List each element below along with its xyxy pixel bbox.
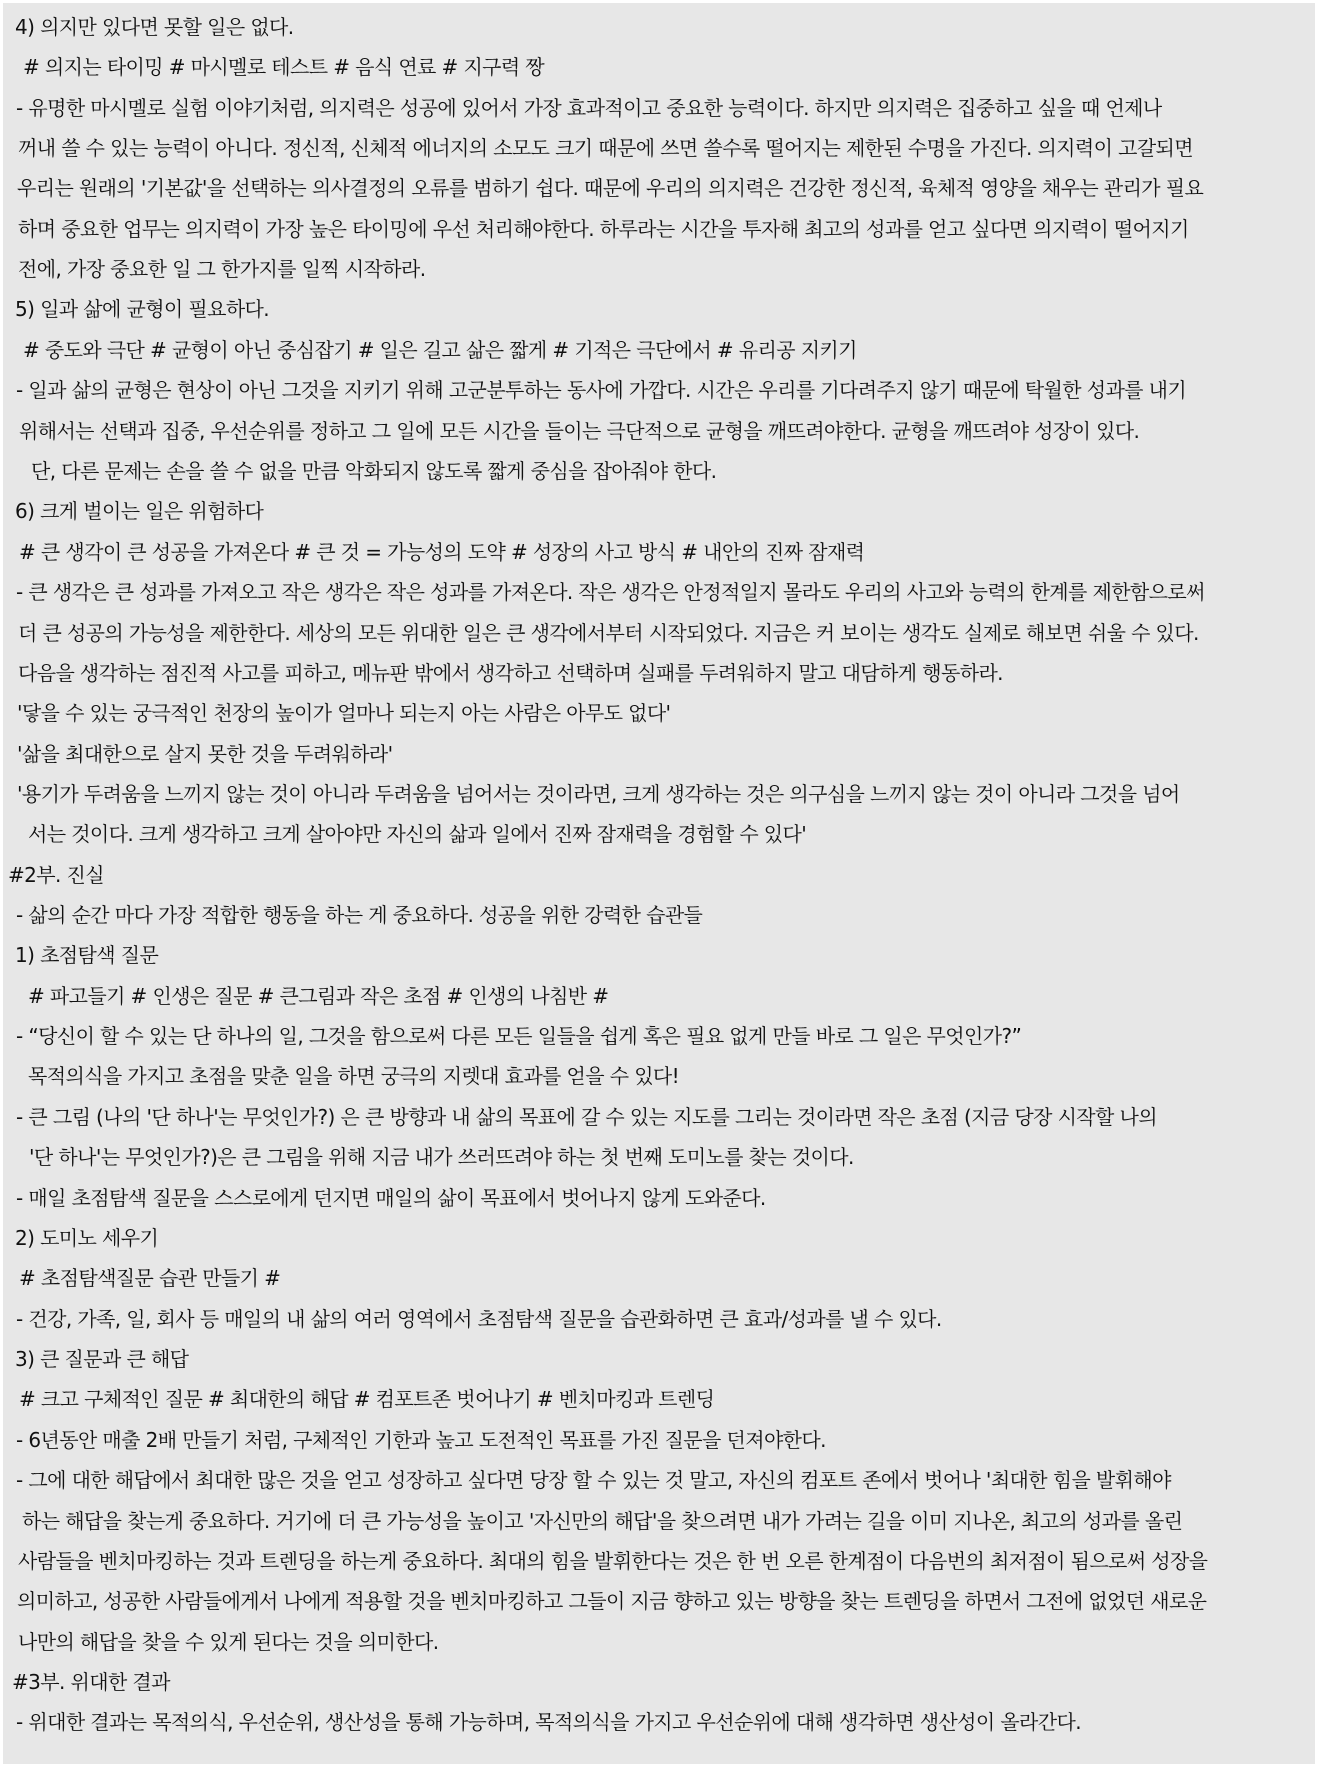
hashtags-5: # 중도와 극단 # 균형이 아닌 중심잡기 # 일은 길고 삶은 짧게 # 기적은 극단에서 # 유리공 지키기	[23, 338, 857, 362]
heading-6: 6) 크게 벌이는 일은 위험하다	[15, 499, 264, 523]
body-line: - 위대한 결과는 목적의식, 우선순위, 생산성을 통해 가능하며, 목적의식을 가지고 우선순위에 대해 생각하면 생산성이 올라간다.	[16, 1710, 1081, 1734]
hashtags-2-3: # 크고 구체적인 질문 # 최대한의 해답 # 컴포트존 벗어나기 # 벤치마킹과 트렌딩	[19, 1387, 715, 1411]
body-line: 꺼내 쓸 수 있는 능력이 아니다. 정신적, 신체적 에너지의 소모도 크기 때문에 쓰면 쓸수록 떨어지는 제한된 수명을 가진다. 의지력이 고갈되면	[18, 136, 1193, 160]
quote-line: '삶을 최대한으로 살지 못한 것을 두려워하라'	[17, 742, 393, 766]
body-line: 위해서는 선택과 집중, 우선순위를 정하고 그 일에 모든 시간을 들이는 극단적으로 균형을 깨뜨려야한다. 균형을 깨뜨려야 성장이 있다.	[19, 419, 1140, 443]
hashtags-4: # 의지는 타이밍 # 마시멜로 테스트 # 음식 연료 # 지구력 짱	[23, 55, 545, 79]
body-line: 단, 다른 문제는 손을 쓸 수 없을 만큼 악화되지 않도록 짧게 중심을 잡아줘야 한다.	[31, 459, 717, 483]
heading-5: 5) 일과 삶에 균형이 필요하다.	[15, 297, 270, 321]
body-line: - 큰 생각은 큰 성과를 가져오고 작은 생각은 작은 성과를 가져온다. 작은 생각은 안정적일지 몰라도 우리의 사고와 능력의 한계를 제한함으로써	[16, 580, 1205, 604]
hashtags-6: # 큰 생각이 큰 성공을 가져온다 # 큰 것 = 가능성의 도약 # 성장의 사고 방식 # 내안의 진짜 잠재력	[19, 540, 865, 564]
body-line: 전에, 가장 중요한 일 그 한가지를 일찍 시작하라.	[18, 257, 426, 281]
body-line: 하는 해답을 찾는게 중요하다. 거기에 더 큰 가능성을 높이고 '자신만의 해답'을 찾으려면 내가 가려는 길을 이미 지나온, 최고의 성과를 올린	[22, 1509, 1183, 1533]
hashtags-2-2: # 초점탐색질문 습관 만들기 #	[19, 1266, 281, 1290]
body-line: 하며 중요한 업무는 의지력이 가장 높은 타이밍에 우선 처리해야한다. 하루라는 시간을 투자해 최고의 성과를 얻고 싶다면 의지력이 떨어지기	[18, 217, 1189, 241]
document-page	[3, 3, 1315, 1764]
heading-2-3: 3) 큰 질문과 큰 해답	[15, 1347, 189, 1371]
body-line: 목적의식을 가지고 초점을 맞춘 일을 하면 궁극의 지렛대 효과를 얻을 수 있다!	[28, 1064, 680, 1088]
quote-line: 서는 것이다. 크게 생각하고 크게 살아야만 자신의 삶과 일에서 진짜 잠재력을 경험할 수 있다'	[28, 822, 807, 846]
quote-line: '닿을 수 있는 궁극적인 천장의 높이가 얼마나 되는지 아는 사람은 아무도 없다'	[17, 701, 671, 725]
body-line: 다음을 생각하는 점진적 사고를 피하고, 메뉴판 밖에서 생각하고 선택하며 실패를 두려워하지 말고 대담하게 행동하라.	[18, 661, 1003, 685]
body-line: - 삶의 순간 마다 가장 적합한 행동을 하는 게 중요하다. 성공을 위한 강력한 습관들	[16, 903, 703, 927]
body-line: 나만의 해답을 찾을 수 있게 된다는 것을 의미한다.	[18, 1630, 439, 1654]
body-line: - 매일 초점탐색 질문을 스스로에게 던지면 매일의 삶이 목표에서 벗어나지 않게 도와준다.	[16, 1186, 766, 1210]
body-line: - 유명한 마시멜로 실험 이야기처럼, 의지력은 성공에 있어서 가장 효과적이고 중요한 능력이다. 하지만 의지력은 집중하고 싶을 때 언제나	[16, 96, 1162, 120]
body-line: - 큰 그림 (나의 '단 하나'는 무엇인가?) 은 큰 방향과 내 삶의 목표에 갈 수 있는 지도를 그리는 것이라면 작은 초점 (지금 당장 시작할 나의	[16, 1105, 1157, 1129]
body-line: 우리는 원래의 '기본값'을 선택하는 의사결정의 오류를 범하기 쉽다. 때문에 우리의 의지력은 건강한 정신적, 육체적 영양을 채우는 관리가 필요	[17, 176, 1204, 200]
part-2-heading: #2부. 진실	[8, 863, 104, 887]
body-line: - “당신이 할 수 있는 단 하나의 일, 그것을 함으로써 다른 모든 일들을 쉽게 혹은 필요 없게 만들 바로 그 일은 무엇인가?”	[16, 1024, 1022, 1048]
heading-2-2: 2) 도미노 세우기	[15, 1226, 159, 1250]
body-line: - 건강, 가족, 일, 회사 등 매일의 내 삶의 여러 영역에서 초점탐색 질문을 습관화하면 큰 효과/성과를 낼 수 있다.	[16, 1307, 942, 1331]
part-3-heading: #3부. 위대한 결과	[12, 1670, 170, 1694]
heading-2-1: 1) 초점탐색 질문	[15, 943, 159, 967]
body-line: - 6년동안 매출 2배 만들기 처럼, 구체적인 기한과 높고 도전적인 목표를 가진 질문을 던져야한다.	[16, 1428, 826, 1452]
heading-4: 4) 의지만 있다면 못할 일은 없다.	[15, 15, 294, 39]
quote-line: '용기가 두려움을 느끼지 않는 것이 아니라 두려움을 넘어서는 것이라면, 크게 생각하는 것은 의구심을 느끼지 않는 것이 아니라 그것을 넘어	[17, 782, 1180, 806]
body-line: - 일과 삶의 균형은 현상이 아닌 그것을 지키기 위해 고군분투하는 동사에 가깝다. 시간은 우리를 기다려주지 않기 때문에 탁월한 성과를 내기	[16, 378, 1187, 402]
hashtags-2-1: # 파고들기 # 인생은 질문 # 큰그림과 작은 초점 # 인생의 나침반 #	[28, 984, 609, 1008]
body-line: 더 큰 성공의 가능성을 제한한다. 세상의 모든 위대한 일은 큰 생각에서부터 시작되었다. 지금은 커 보이는 생각도 실제로 해보면 쉬울 수 있다.	[18, 621, 1199, 645]
body-line: 의미하고, 성공한 사람들에게서 나에게 적용할 것을 벤치마킹하고 그들이 지금 향하고 있는 방향을 찾는 트렌딩을 하면서 그전에 없었던 새로운	[17, 1589, 1207, 1613]
body-line: 사람들을 벤치마킹하는 것과 트렌딩을 하는게 중요하다. 최대의 힘을 발휘한다는 것은 한 번 오른 한계점이 다음번의 최저점이 됨으로써 성장을	[18, 1549, 1208, 1573]
body-line: '단 하나'는 무엇인가?)은 큰 그림을 위해 지금 내가 쓰러뜨려야 하는 첫 번째 도미노를 찾는 것이다.	[29, 1145, 854, 1169]
body-line: - 그에 대한 해답에서 최대한 많은 것을 얻고 성장하고 싶다면 당장 할 수 있는 것 말고, 자신의 컴포트 존에서 벗어나 '최대한 힘을 발휘해야	[16, 1468, 1171, 1492]
